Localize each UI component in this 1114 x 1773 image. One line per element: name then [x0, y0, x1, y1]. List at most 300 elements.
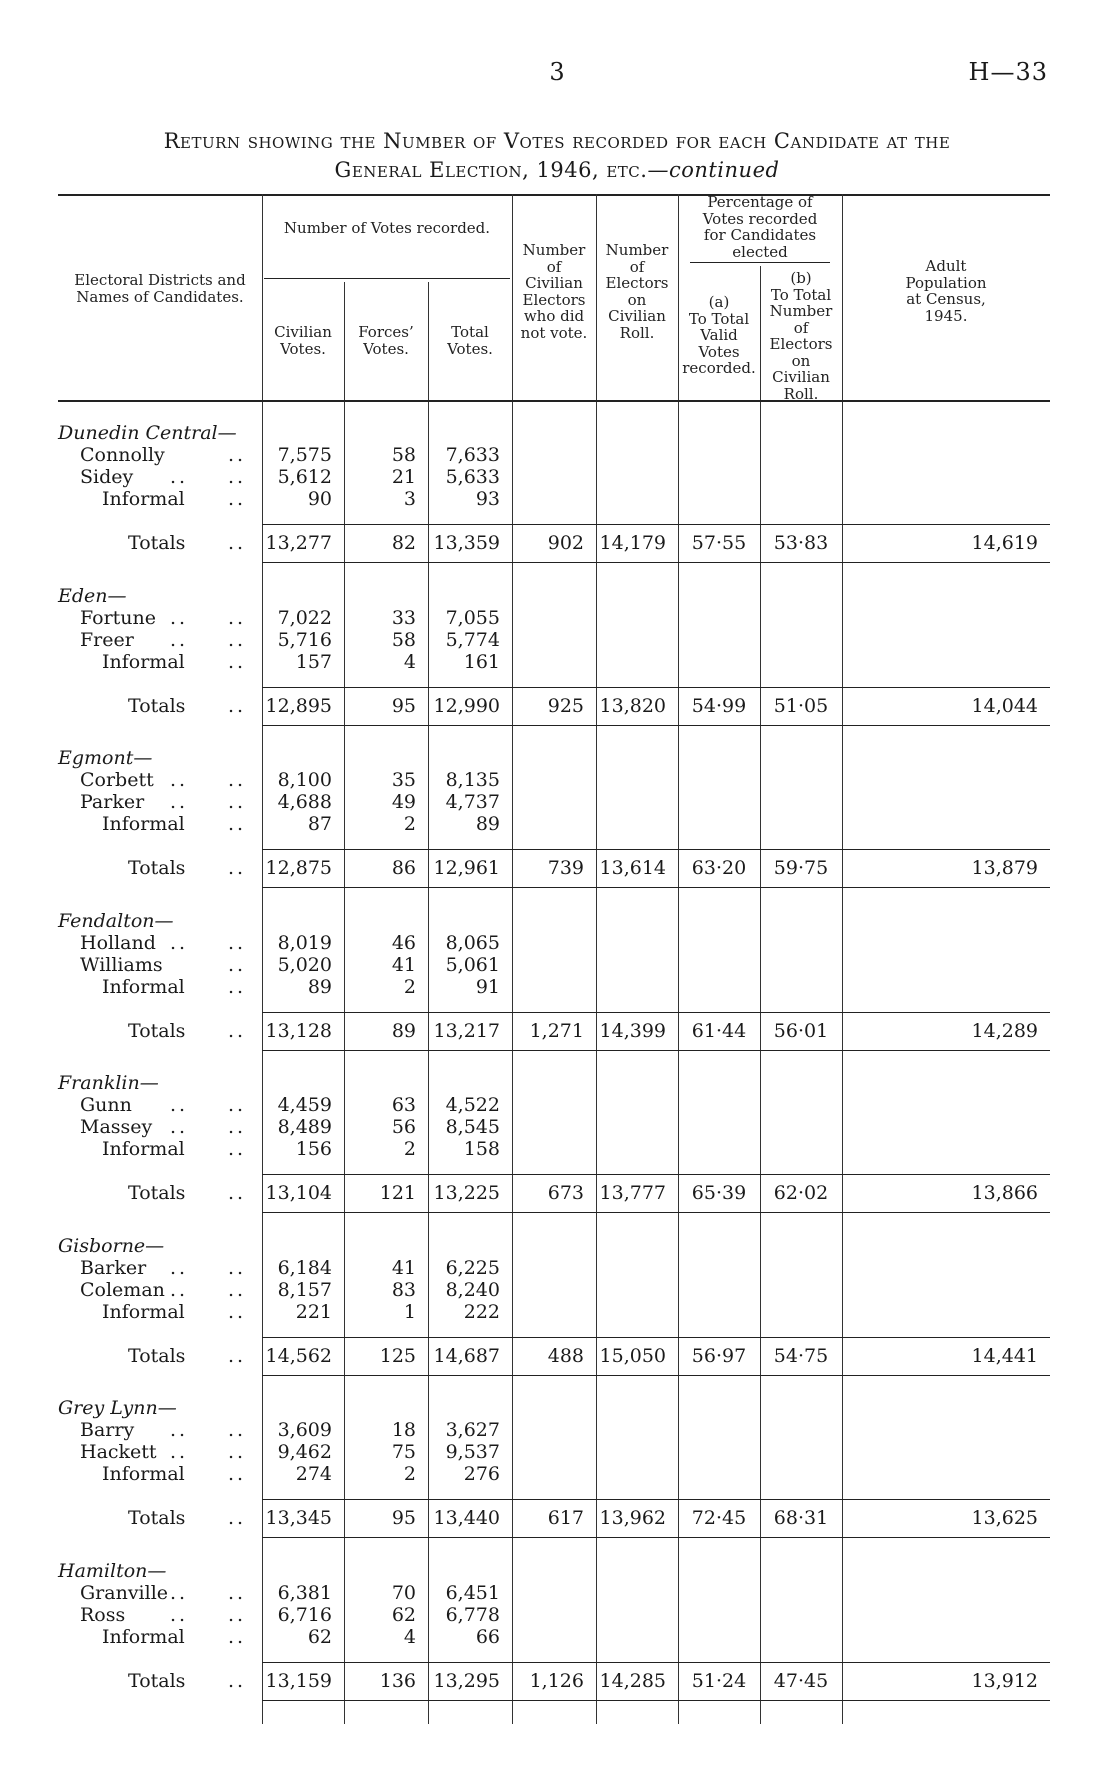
- district-name: Grey Lynn—: [58, 1397, 177, 1419]
- totals-bottom-rule: [262, 1212, 1050, 1213]
- totals-adult: 13,625: [971, 1507, 1038, 1529]
- total-votes: 4,522: [445, 1094, 500, 1116]
- total-votes: 8,545: [445, 1116, 500, 1138]
- totals-civilian: 13,104: [265, 1182, 332, 1204]
- header-forces-votes: [344, 324, 428, 357]
- totals-did-not-vote: 1,126: [529, 1669, 584, 1692]
- totals-adult: 13,912: [971, 1669, 1038, 1692]
- header-districts: [58, 272, 262, 305]
- row-leader-dots: ..: [228, 975, 247, 998]
- totals-bottom-rule: [262, 1375, 1050, 1376]
- total-votes: 8,135: [445, 769, 500, 791]
- candidate-leader-dots: ..: [170, 628, 189, 651]
- candidate-leader-dots: ..: [170, 1581, 189, 1604]
- civilian-votes: 274: [295, 1463, 332, 1485]
- row-leader-dots: ..: [228, 953, 247, 976]
- totals-did-not-vote: 488: [547, 1344, 584, 1367]
- totals-bottom-rule: [262, 1537, 1050, 1538]
- candidate-leader-dots: ..: [170, 791, 189, 813]
- candidate-name: Informal: [102, 650, 185, 673]
- header-electors-roll: [596, 242, 678, 341]
- totals-did-not-vote: 925: [547, 694, 584, 717]
- totals-label: Totals: [128, 532, 186, 554]
- totals-did-not-vote: 1,271: [529, 1019, 584, 1042]
- civilian-votes: 8,489: [277, 1116, 332, 1138]
- total-votes: 3,627: [445, 1419, 500, 1441]
- header-civilian-votes-line: Votes.: [280, 339, 326, 358]
- candidate-name: Williams: [80, 953, 163, 976]
- totals-civilian: 12,875: [265, 857, 332, 879]
- total-votes: 6,778: [445, 1603, 500, 1626]
- header-did-not-vote-line: Electors: [522, 290, 586, 309]
- civilian-votes: 6,184: [277, 1256, 332, 1279]
- totals-forces: 82: [391, 532, 416, 554]
- totals-total: 13,359: [433, 532, 500, 554]
- row-leader-dots: ..: [228, 1419, 247, 1441]
- totals-total: 13,295: [433, 1669, 500, 1692]
- totals-total: 12,961: [433, 857, 500, 879]
- title-line-2-main: General Election, 1946, etc.: [334, 158, 648, 182]
- candidate-name: Informal: [102, 975, 185, 998]
- forces-votes: 70: [391, 1581, 416, 1604]
- district-name: Eden—: [58, 584, 127, 607]
- forces-votes: 2: [403, 1138, 416, 1160]
- header-pct-a-line: recorded.: [682, 359, 756, 377]
- header-did-not-vote: [512, 242, 596, 341]
- totals-top-rule: [262, 524, 1050, 525]
- forces-votes: 2: [403, 1463, 416, 1485]
- header-pct-b-line: (b): [790, 269, 812, 287]
- row-leader-dots: ..: [228, 1116, 247, 1138]
- candidate-leader-dots: ..: [170, 466, 189, 488]
- totals-adult: 13,866: [971, 1182, 1038, 1204]
- totals-total: 12,990: [433, 694, 500, 717]
- totals-adult: 14,619: [971, 532, 1038, 554]
- totals-label: Totals: [128, 694, 186, 717]
- totals-top-rule: [262, 849, 1050, 850]
- page-title: [0, 127, 1114, 185]
- header-adult-population-line: at Census,: [906, 290, 986, 308]
- header-did-not-vote-line: Number: [522, 241, 586, 259]
- header-pct-b-line: on: [791, 351, 811, 370]
- totals-leader-dots: ..: [228, 1669, 247, 1692]
- row-leader-dots: ..: [228, 1300, 247, 1323]
- page-number: 3: [549, 58, 565, 86]
- forces-votes: 21: [391, 466, 416, 488]
- row-leader-dots: ..: [228, 1625, 247, 1648]
- forces-votes: 46: [391, 931, 416, 954]
- header-did-not-vote-line: not vote.: [520, 323, 588, 342]
- forces-votes: 4: [403, 650, 416, 673]
- totals-electors: 14,399: [599, 1019, 666, 1042]
- candidate-name: Massey: [80, 1116, 153, 1138]
- header-electors-roll-line: Civilian: [608, 307, 666, 325]
- forces-votes: 63: [391, 1094, 416, 1116]
- totals-top-rule: [262, 1174, 1050, 1175]
- totals-pct-b: 62·02: [773, 1182, 829, 1204]
- header-pct-a-line: (a): [708, 293, 730, 311]
- candidate-name: Connolly: [80, 444, 165, 466]
- header-pct-b-line: Electors: [769, 335, 833, 353]
- header-pct-a-line: Valid: [700, 326, 738, 344]
- totals-did-not-vote: 673: [547, 1182, 584, 1204]
- header-electors-roll-line: Electors: [605, 274, 669, 292]
- totals-forces: 95: [391, 694, 416, 717]
- header-pct-b: [760, 270, 842, 402]
- header-pct-group: [678, 194, 842, 260]
- total-votes: 276: [463, 1463, 500, 1485]
- forces-votes: 83: [391, 1278, 416, 1301]
- total-votes: 66: [475, 1625, 500, 1648]
- candidate-name: Ross: [80, 1603, 126, 1626]
- candidate-name: Informal: [102, 813, 185, 835]
- totals-leader-dots: ..: [228, 1344, 247, 1367]
- civilian-votes: 4,688: [277, 791, 332, 813]
- totals-label: Totals: [128, 1669, 186, 1692]
- forces-votes: 18: [391, 1419, 416, 1441]
- pct-group-rule: [690, 262, 830, 263]
- row-leader-dots: ..: [228, 1256, 247, 1279]
- totals-leader-dots: ..: [228, 532, 247, 554]
- totals-pct-b: 54·75: [773, 1344, 829, 1367]
- civilian-votes: 5,612: [277, 466, 332, 488]
- totals-top-rule: [262, 1012, 1050, 1013]
- candidate-leader-dots: ..: [170, 931, 189, 954]
- forces-votes: 1: [403, 1300, 416, 1323]
- total-votes: 8,240: [445, 1278, 500, 1301]
- district-name: Hamilton—: [58, 1559, 167, 1582]
- district-name: Franklin—: [58, 1072, 159, 1094]
- header-forces-votes-line: Forces’: [358, 323, 414, 341]
- row-leader-dots: ..: [228, 813, 247, 835]
- totals-forces: 86: [391, 857, 416, 879]
- forces-votes: 41: [391, 1256, 416, 1279]
- civilian-votes: 6,381: [277, 1581, 332, 1604]
- civilian-votes: 5,716: [277, 628, 332, 651]
- total-votes: 8,065: [445, 931, 500, 954]
- district-name: Dunedin Central—: [58, 422, 237, 444]
- row-leader-dots: ..: [228, 650, 247, 673]
- totals-adult: 13,879: [971, 857, 1038, 879]
- row-leader-dots: ..: [228, 1581, 247, 1604]
- header-electors-roll-line: on: [627, 290, 647, 309]
- totals-civilian: 12,895: [265, 694, 332, 717]
- total-votes: 4,737: [445, 791, 500, 813]
- header-pct-a-line: Votes: [698, 342, 740, 361]
- header-civilian-votes: [262, 324, 344, 357]
- totals-electors: 14,285: [599, 1669, 666, 1692]
- totals-pct-a: 65·39: [691, 1182, 747, 1204]
- header-did-not-vote-line: of: [546, 257, 562, 276]
- candidate-leader-dots: ..: [170, 1441, 189, 1463]
- totals-adult: 14,441: [971, 1344, 1038, 1367]
- header-pct-b-line: Civilian: [772, 368, 830, 386]
- header-adult-population-line: Adult: [925, 257, 967, 275]
- totals-label: Totals: [128, 1344, 186, 1367]
- header-top-rule: [58, 194, 1050, 196]
- civilian-votes: 9,462: [277, 1441, 332, 1463]
- header-total-votes-line: Total: [451, 323, 489, 341]
- totals-pct-b: 53·83: [773, 532, 829, 554]
- civilian-votes: 87: [307, 813, 332, 835]
- row-leader-dots: ..: [228, 628, 247, 651]
- header-electors-roll-line: Roll.: [619, 323, 655, 342]
- civilian-votes: 5,020: [277, 953, 332, 976]
- district-name: Egmont—: [58, 747, 153, 769]
- candidate-name: Freer: [80, 628, 134, 651]
- row-leader-dots: ..: [228, 1094, 247, 1116]
- totals-forces: 89: [391, 1019, 416, 1042]
- civilian-votes: 7,022: [277, 606, 332, 629]
- candidate-name: Informal: [102, 1463, 185, 1485]
- totals-electors: 13,777: [599, 1182, 666, 1204]
- district-name: Gisborne—: [58, 1234, 165, 1257]
- totals-bottom-rule: [262, 725, 1050, 726]
- district-name: Fendalton—: [58, 909, 174, 932]
- row-leader-dots: ..: [228, 488, 247, 510]
- forces-votes: 35: [391, 769, 416, 791]
- totals-electors: 14,179: [599, 532, 666, 554]
- candidate-name: Fortune: [80, 606, 157, 629]
- civilian-votes: 8,157: [277, 1278, 332, 1301]
- totals-civilian: 13,277: [265, 532, 332, 554]
- title-line-1: Return showing the Number of Votes recorded for each Candidate at the: [163, 129, 951, 153]
- forces-votes: 62: [391, 1603, 416, 1626]
- header-pct-group-line: Percentage of: [707, 193, 813, 211]
- forces-votes: 49: [391, 791, 416, 813]
- totals-civilian: 14,562: [265, 1344, 332, 1367]
- total-votes: 161: [463, 650, 500, 673]
- forces-votes: 2: [403, 975, 416, 998]
- candidate-leader-dots: ..: [170, 1278, 189, 1301]
- totals-pct-a: 54·99: [691, 694, 747, 717]
- forces-votes: 4: [403, 1625, 416, 1648]
- candidate-leader-dots: ..: [170, 1116, 189, 1138]
- header-pct-b-line: of: [793, 318, 809, 337]
- forces-votes: 58: [391, 628, 416, 651]
- totals-civilian: 13,345: [265, 1507, 332, 1529]
- candidate-name: Informal: [102, 1625, 185, 1648]
- header-electors-roll-line: Number: [605, 241, 669, 259]
- totals-total: 13,217: [433, 1019, 500, 1042]
- total-votes: 93: [475, 488, 500, 510]
- header-adult-population-line: 1945.: [924, 306, 968, 325]
- forces-votes: 3: [403, 488, 416, 510]
- totals-pct-a: 72·45: [691, 1507, 747, 1529]
- title-line-2-continued: —continued: [647, 158, 780, 182]
- civilian-votes: 3,609: [277, 1419, 332, 1441]
- totals-leader-dots: ..: [228, 694, 247, 717]
- civilian-votes: 156: [295, 1138, 332, 1160]
- row-leader-dots: ..: [228, 466, 247, 488]
- header-adult-population-line: Population: [905, 273, 987, 292]
- row-leader-dots: ..: [228, 1603, 247, 1626]
- totals-pct-a: 51·24: [691, 1669, 747, 1692]
- forces-votes: 56: [391, 1116, 416, 1138]
- totals-top-rule: [262, 1337, 1050, 1338]
- totals-top-rule: [262, 1662, 1050, 1663]
- totals-forces: 95: [391, 1507, 416, 1529]
- forces-votes: 75: [391, 1441, 416, 1463]
- totals-pct-a: 57·55: [691, 532, 747, 554]
- header-bottom-rule: [58, 400, 1050, 402]
- forces-votes: 41: [391, 953, 416, 976]
- candidate-leader-dots: ..: [170, 1256, 189, 1279]
- candidate-name: Barry: [80, 1419, 135, 1441]
- total-votes: 158: [463, 1138, 500, 1160]
- row-leader-dots: ..: [228, 1441, 247, 1463]
- totals-pct-a: 61·44: [691, 1019, 747, 1042]
- civilian-votes: 90: [307, 488, 332, 510]
- totals-top-rule: [262, 687, 1050, 688]
- candidate-name: Parker: [80, 791, 145, 813]
- header-civilian-votes-line: Civilian: [274, 323, 332, 341]
- header-votes-group: Number of Votes recorded.: [283, 219, 491, 237]
- header-districts-line: Electoral Districts and: [74, 271, 246, 289]
- votes-group-rule: [264, 278, 510, 279]
- totals-civilian: 13,128: [265, 1019, 332, 1042]
- header-forces-votes-line: Votes.: [363, 339, 409, 358]
- totals-adult: 14,044: [971, 694, 1038, 717]
- totals-electors: 13,820: [599, 694, 666, 717]
- totals-did-not-vote: 902: [547, 532, 584, 554]
- totals-pct-b: 59·75: [773, 857, 829, 879]
- civilian-votes: 62: [307, 1625, 332, 1648]
- document-reference: H—33: [968, 58, 1048, 86]
- total-votes: 5,061: [445, 953, 500, 976]
- totals-bottom-rule: [262, 1700, 1050, 1701]
- candidate-leader-dots: ..: [170, 606, 189, 629]
- candidate-name: Holland: [80, 931, 156, 954]
- civilian-votes: 7,575: [277, 444, 332, 466]
- forces-votes: 2: [403, 813, 416, 835]
- totals-total: 13,440: [433, 1507, 500, 1529]
- title-line-2: [0, 156, 1114, 185]
- totals-bottom-rule: [262, 1050, 1050, 1051]
- header-pct-group-line: for Candidates: [703, 226, 817, 244]
- totals-leader-dots: ..: [228, 1507, 247, 1529]
- total-votes: 5,633: [445, 466, 500, 488]
- header-adult-population: [842, 258, 1050, 324]
- candidate-leader-dots: ..: [170, 769, 189, 791]
- row-leader-dots: ..: [228, 931, 247, 954]
- row-leader-dots: ..: [228, 1463, 247, 1485]
- totals-adult: 14,289: [971, 1019, 1038, 1042]
- totals-electors: 13,614: [599, 857, 666, 879]
- candidate-name: Gunn: [80, 1094, 132, 1116]
- totals-bottom-rule: [262, 887, 1050, 888]
- candidate-name: Granville: [80, 1581, 169, 1604]
- header-pct-b-line: Number: [769, 302, 833, 320]
- candidate-name: Barker: [80, 1256, 147, 1279]
- civilian-votes: 6,716: [277, 1603, 332, 1626]
- header-total-votes-line: Votes.: [447, 339, 493, 358]
- row-leader-dots: ..: [228, 769, 247, 791]
- totals-forces: 136: [379, 1669, 416, 1692]
- totals-did-not-vote: 739: [547, 857, 584, 879]
- candidate-name: Corbett: [80, 769, 154, 791]
- header-pct-group-line: elected: [732, 242, 788, 261]
- totals-pct-b: 68·31: [773, 1507, 829, 1529]
- totals-electors: 15,050: [599, 1344, 666, 1367]
- totals-label: Totals: [128, 1019, 186, 1042]
- civilian-votes: 157: [295, 650, 332, 673]
- totals-leader-dots: ..: [228, 1019, 247, 1042]
- total-votes: 9,537: [445, 1441, 500, 1463]
- candidate-leader-dots: ..: [170, 1094, 189, 1116]
- row-leader-dots: ..: [228, 444, 247, 466]
- candidate-name: Sidey: [80, 466, 134, 488]
- header-pct-a-line: To Total: [688, 309, 750, 328]
- candidate-name: Coleman: [80, 1278, 165, 1301]
- totals-pct-b: 56·01: [773, 1019, 829, 1042]
- header-pct-b-line: Roll.: [783, 384, 819, 403]
- civilian-votes: 8,100: [277, 769, 332, 791]
- total-votes: 6,451: [445, 1581, 500, 1604]
- totals-top-rule: [262, 1499, 1050, 1500]
- totals-leader-dots: ..: [228, 1182, 247, 1204]
- totals-electors: 13,962: [599, 1507, 666, 1529]
- candidate-name: Informal: [102, 488, 185, 510]
- totals-pct-b: 47·45: [773, 1669, 829, 1692]
- total-votes: 7,055: [445, 606, 500, 629]
- civilian-votes: 4,459: [277, 1094, 332, 1116]
- election-returns-table: [58, 194, 1050, 1724]
- row-leader-dots: ..: [228, 1278, 247, 1301]
- totals-did-not-vote: 617: [547, 1507, 584, 1529]
- header-districts-line: Names of Candidates.: [76, 287, 244, 306]
- totals-bottom-rule: [262, 562, 1050, 563]
- totals-total: 13,225: [433, 1182, 500, 1204]
- total-votes: 222: [463, 1300, 500, 1323]
- totals-pct-b: 51·05: [773, 694, 829, 717]
- totals-forces: 121: [379, 1182, 416, 1204]
- row-leader-dots: ..: [228, 791, 247, 813]
- forces-votes: 33: [391, 606, 416, 629]
- row-leader-dots: ..: [228, 606, 247, 629]
- totals-label: Totals: [128, 1507, 186, 1529]
- totals-pct-a: 63·20: [691, 857, 747, 879]
- total-votes: 89: [475, 813, 500, 835]
- totals-pct-a: 56·97: [691, 1344, 747, 1367]
- totals-leader-dots: ..: [228, 857, 247, 879]
- total-votes: 5,774: [445, 628, 500, 651]
- civilian-votes: 8,019: [277, 931, 332, 954]
- totals-total: 14,687: [433, 1344, 500, 1367]
- header-did-not-vote-line: who did: [523, 307, 585, 325]
- total-votes: 6,225: [445, 1256, 500, 1279]
- header-pct-b-line: To Total: [770, 285, 832, 304]
- candidate-leader-dots: ..: [170, 1603, 189, 1626]
- candidate-leader-dots: ..: [170, 1419, 189, 1441]
- totals-civilian: 13,159: [265, 1669, 332, 1692]
- forces-votes: 58: [391, 444, 416, 466]
- totals-forces: 125: [379, 1344, 416, 1367]
- candidate-name: Informal: [102, 1138, 185, 1160]
- total-votes: 7,633: [445, 444, 500, 466]
- header-did-not-vote-line: Civilian: [525, 274, 583, 292]
- civilian-votes: 221: [295, 1300, 332, 1323]
- totals-label: Totals: [128, 1182, 186, 1204]
- header-total-votes: [428, 324, 512, 357]
- candidate-name: Hackett: [80, 1441, 157, 1463]
- header-pct-a: [678, 294, 760, 377]
- total-votes: 91: [475, 975, 500, 998]
- header-electors-roll-line: of: [629, 257, 645, 276]
- header-pct-group-line: Votes recorded: [702, 209, 818, 228]
- candidate-name: Informal: [102, 1300, 185, 1323]
- totals-label: Totals: [128, 857, 186, 879]
